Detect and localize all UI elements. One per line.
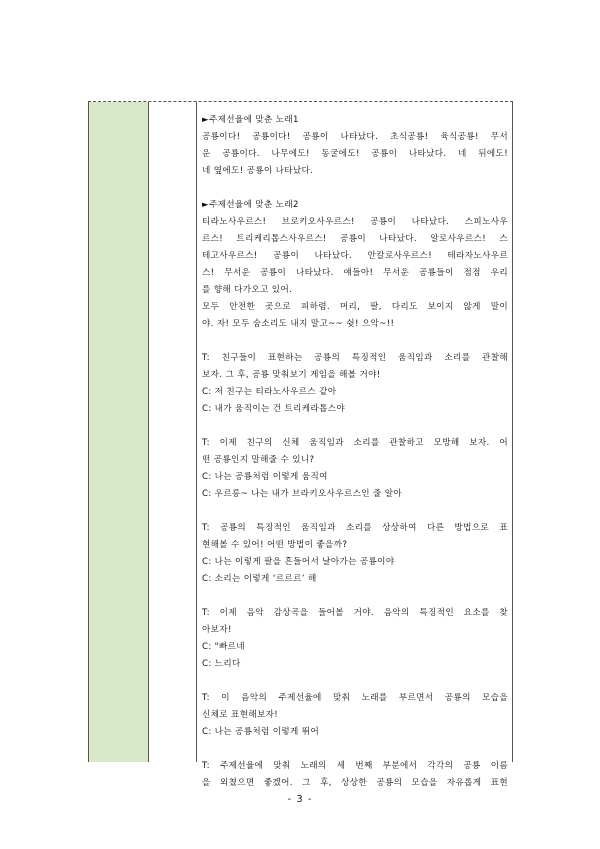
text-line: C: 내가 움직이는 건 트리케라톱스야 — [202, 404, 346, 414]
text-line: 를 향해 다가오고 있어. — [202, 285, 293, 295]
text-line: 아보자! — [202, 625, 232, 635]
text-line: C: 나는 공룡처럼 이렇게 뛰어 — [202, 727, 320, 737]
text-line: T: 이제 친구의 신체 움직임과 소리를 관찰하고 모방해 보자. 어 — [202, 438, 508, 448]
text-line: C: 느리다 — [202, 659, 241, 669]
text-line: 네 옆에도! 공룡이 나타났다. — [202, 166, 314, 176]
text-line: ►주제선율에 맞춘 노래2 — [202, 200, 299, 210]
page-number: - 3 - — [287, 794, 313, 805]
text-line: 신체로 표현해보자! — [202, 710, 279, 720]
text-line: T: 친구들이 표현하는 공룡의 특징적인 움직임과 소리를 관찰해 — [202, 353, 508, 363]
lesson-content-text — [202, 112, 508, 792]
text-line: T: 공룡의 특징적인 움직임과 소리를 상상하여 다른 방법으로 표 — [202, 523, 508, 533]
text-line: 운 공룡이다. 나무에도! 동굴에도! 공룡이 나타났다. 네 뒤에도! — [202, 149, 508, 159]
text-line: 현해볼 수 있어! 어떤 방법이 좋을까? — [202, 540, 348, 550]
text-line: 스! 무서운 공룡이 나타났다. 얘들아! 무서운 공룡들이 점점 우리 — [202, 268, 508, 278]
text-line: 모두 안전한 곳으로 피하렴. 머리, 팔, 다리도 보이지 않게 말이 — [202, 302, 508, 312]
blank-line — [202, 180, 508, 197]
text-line: 을 외쳤으면 좋겠어. 그 후, 상상한 공룡의 모습을 자유롭게 표현 — [202, 778, 508, 788]
text-line: ►주제선율에 맞춘 노래1 — [202, 115, 299, 125]
text-line: C: 소리는 이렇게 ‘르르르’ 해 — [202, 574, 317, 584]
text-line: C: "빠르네 — [202, 642, 245, 652]
blank-line — [202, 503, 508, 520]
text-line: 떤 공룡인지 말해줄 수 있니? — [202, 455, 315, 465]
text-line: 테고사우르스! 공룡이 나타났다. 안칼로사우르스! 테라자노사우르 — [202, 251, 508, 261]
table-content-cell — [197, 102, 513, 788]
text-line: 야. 자! 모두 숨소리도 내지 말고~~ 쉿! 으악~!! — [202, 319, 395, 329]
text-line: T: 이 음악의 주제선율에 맞춰 노래를 부르면서 공룡의 모습을 — [202, 693, 508, 703]
text-line: T: 이제 음악 감상곡을 들어볼 거야. 음악의 특징적인 요소를 찾 — [202, 608, 508, 618]
blank-line — [202, 673, 508, 690]
table-category-cell — [88, 102, 149, 762]
table-empty-cell — [148, 102, 197, 762]
text-line: T: 주제선율에 맞춰 노래의 세 번째 부분에서 각각의 공룡 이름 — [202, 761, 508, 771]
text-line: 르스! 트리케리톱스사우르스! 공룡이 나타났다. 알로사우르스! 스 — [202, 234, 508, 244]
text-line: C: 우르릉~ 나는 내가 브라키오사우르스인 줄 알아 — [202, 489, 403, 499]
text-line: 티라노사우르스! 브로키오사우르스! 공룡이 나타났다. 스피노사우 — [202, 217, 508, 227]
text-line: C: 저 친구는 티라노사우르스 같아 — [202, 387, 337, 397]
text-line: 보자. 그 후, 공룡 맞춰보기 게임을 해볼 거야! — [202, 370, 381, 380]
text-line: C: 나는 이렇게 팔을 흔들어서 날아가는 공룡이야 — [202, 557, 395, 567]
blank-line — [202, 741, 508, 758]
text-line: 공룡이다! 공룡이다! 공룡이 나타났다. 초식공룡! 육식공룡! 무서 — [202, 132, 508, 142]
blank-line — [202, 333, 508, 350]
blank-line — [202, 588, 508, 605]
blank-line — [202, 418, 508, 435]
text-line: C: 나는 공룡처럼 이렇게 움직여 — [202, 472, 328, 482]
